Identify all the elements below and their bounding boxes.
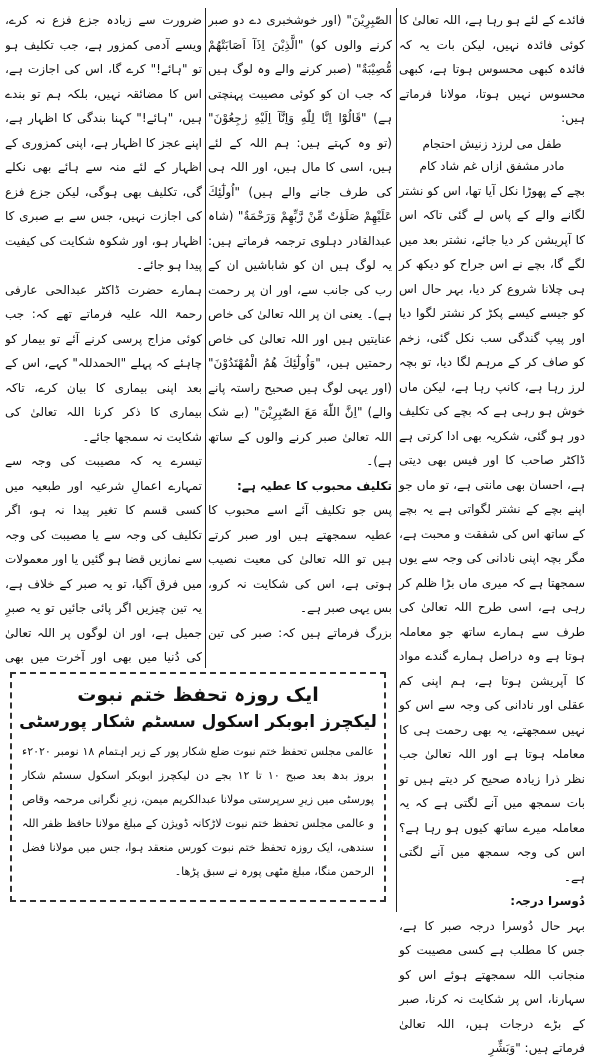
paragraph: بہر حال دُوسرا درجہ صبر کا ہے، جس کا مطلب ہے کسی مصیبت کو منجانب اللہ سمجھتے ہوئے اس کو سہارنا، اس پر شکایت نہ کرنا، صبر کے بڑے درجات ہیں، اللہ تعالیٰ فرماتے ہیں: "وَبَشِّرِ — [399, 918, 585, 1055]
column-left — [5, 8, 202, 673]
event-notice-box — [10, 672, 386, 902]
verse-line: طفل می لرزد زنیش احتجام — [422, 136, 562, 151]
column-divider — [396, 8, 397, 912]
column-right — [399, 8, 585, 1061]
paragraph: الصّٰبِرِیْنَ" (اور خوشخبری دے دو صبر کرنے والوں کو) "الَّذِیْنَ اِذَآ اَصَابَتْهُمْ مُّصِیْبَةٌ" (صبر کرنے والے وہ لوگ ہیں کہ جب ان کو کوئی مصیبت پہنچتی ہے) "قَالُوْٓا اِنَّا لِلّٰهِ وَاِنَّآ اِلَیْهِ رٰجِعُوْنَ" (تو وہ کہتے ہیں: ہم اللہ کے لئے ہیں، اسی کا مال ہیں، اور اللہ ہی کی طرف جانے والے ہیں) "اُولٰٓئِكَ عَلَیْهِمْ صَلَوٰتٌ مِّنْ رَّبِّهِمْ وَرَحْمَةٌ" (شاہ عبدالقادر دہلوی ترجمہ فرماتے ہیں: یہ لوگ ہیں ان کو شاباشیں ان کے رب کی جانب سے، اور ان پر رحمت ہے)۔ یعنی ان پر اللہ تعالیٰ کی خاص عنایتیں ہیں اور اللہ تعالیٰ کی خاص رحمتیں ہیں، "وَاُولٰٓئِكَ هُمُ الْمُهْتَدُوْنَ" (اور یہی لوگ ہیں صحیح راستہ پانے والے) "اِنَّ اللّٰهَ مَعَ الصّٰبِرِیْنَ" (بے شک اللہ تعالیٰ صبر کرنے والوں کے ساتھ ہے)۔ — [208, 13, 392, 468]
notice-subtitle: لیکچرز ابوبکر اسکول سسٹم شکار پورسٹی — [19, 712, 377, 732]
paragraph: ہمارے حضرت ڈاکٹر عبدالحی عارفی رحمۃ اللہ علیہ فرماتے تھے کہ: جب کوئی مزاج پرسی کرنے آئے تو بیمار کو چاہئے کہ پہلے "الحمدللہ" کہے، اس کے بعد اپنی بیماری کا بیان کرے، تاکہ بیماری کا ذکر کرنا اللہ تعالیٰ کی شکایت نہ سمجھا جائے۔ — [5, 282, 202, 444]
verse-line: مادر مشفق ازاں غم شاد کام — [419, 158, 565, 173]
persian-verse — [399, 133, 585, 177]
section-heading: تکلیف محبوب کا عطیہ ہے: — [236, 478, 392, 493]
column-divider — [205, 8, 206, 668]
column-middle — [208, 8, 392, 640]
paragraph: ضرورت سے زیادہ جزع فزع نہ کرے، ویسے آدمی کمزور ہے، جب تکلیف ہو تو "ہائے!" کرے گا، اس کی اجازت ہے، اس کا مضائقہ نہیں، بلکہ ہم تو بندے ہیں، "ہائے!" کہنا بندگی کا اظہار ہے، اپنے عجز کا اظہار ہے، اپنی کمزوری کے اظہار کے لئے منہ سے ہائے بھی نکلے گی، تکلیف بھی ہوگی، لیکن جزع فزع کی اجازت نہیں، جس سے بے صبری کا اظہار ہو، اور شکوہ شکایت کی کیفیت پیدا ہو جائے۔ — [5, 13, 202, 272]
section-heading: دُوسرا درجہ: — [510, 894, 585, 908]
notice-body: عالمی مجلس تحفظ ختم نبوت ضلع شکار پور کے زیر اہتمام ۱۸ نومبر ۲۰۲۰ء بروز بدھ بعد صبح ۱۰ تا ۱۲ بجے دن لیکچرز ابوبکر اسکول سسٹم شکار پورسٹی میں زیرِ سرپرستی مولانا عبدالکریم میمن، زیرِ نگرانی مرحمہ وقاص و عالمی مجلس تحفظ ختم نبوت لاڑکانہ ڈویژن کے مبلغ مولانا حافظ ظفر اللہ سندھی، ایک روزہ تحفظ ختم نبوت کورس منعقد ہوا، جس میں مولانا فضل الرحمن منگا، مبلغ مٹھی پورہ نے سبق پڑھا۔ — [22, 745, 374, 878]
paragraph: بچے کے پھوڑا نکل آیا تھا، اس کو نشتر لگانے والے کے پاس لے گئی تاکہ اس کا آپریشن کر دیا جائے، نشتر بعد میں لگے گا، بچے نے اس جراح کو دیکھ کر ہی چلانا شروع کر دیا، بہر حال اس کو جیسے کیسے پکڑ کر نشتر لگوا دیا اور پیپ گندگی سب نکل گئی، زخم کو صاف کر کے مرہم لگا دیا، تو بچہ لرز رہا ہے، کانپ رہا ہے، لیکن ماں خوش ہو رہی ہے کہ بچے کی تکلیف دور ہو گئی، شکریہ بھی ادا کرتی ہے ڈاکٹر صاحب کا اور فیس بھی دیتی ہے، احسان بھی مانتی ہے، تو ماں جو اپنے بچے کے نشتر لگواتی ہے یہ بچے کے ساتھ اس کی شفقت و محبت ہے، مگر بچہ اپنی نادانی کی وجہ سے یوں سمجھتا ہے کہ میری ماں بڑا ظلم کر رہی ہے، اسی طرح اللہ تعالیٰ کی طرف سے ہمارے ساتھ جو معاملہ ہوتا ہے وہ دراصل ہمارے گندے مواد کا آپریشن ہوتا ہے، ہم اپنی کم عقلی اور نادانی کی وجہ سے اس کو نہیں سمجھتے، یہ بھی رحمت ہی کا معاملہ ہوتا ہے اور اللہ تعالیٰ جب نظر ذرا زیادہ صحیح کر دیتے ہیں تو بات سمجھ میں آنے لگتی ہے کہ یہ معاملہ میرے ساتھ کیوں ہو رہا ہے؟ اس کی وجہ سمجھ میں آنے لگتی ہے۔ — [399, 183, 585, 884]
paragraph: تیسرے یہ کہ مصیبت کی وجہ سے تمہارے اعمالِ شرعیہ اور طبعیہ میں کسی قسم کا تغیر پیدا نہ ہو، اگر تکلیف کی وجہ سے یا مصیبت کی وجہ سے نمازیں قضا ہو گئیں یا اور معمولات میں فرق آگیا، تو یہ صبر کے خلاف ہے، یہ تین چیزیں اگر پائی جائیں تو یہ صبرِ جمیل ہے، اور ان لوگوں پر اللہ تعالیٰ کی دُنیا میں بھی اور آخرت میں بھی — [5, 454, 202, 664]
paragraph: پس جو تکلیف آئے اسے محبوب کا عطیہ سمجھتے ہیں اور صبر کرتے ہیں تو اللہ تعالیٰ کی معیت نصیب ہوتی ہے، اس کی شکایت نہ کرو، بس یہی صبر ہے۔ — [208, 503, 392, 615]
paragraph: فائدے کے لئے ہو رہا ہے، اللہ تعالیٰ کا کوئی فائدہ نہیں، لیکن بات یہ کہ فائدہ کبھی محسوس ہوتا ہے، کبھی محسوس نہیں ہوتا، مولانا فرماتے ہیں: — [399, 13, 585, 125]
paragraph: بزرگ فرماتے ہیں کہ: صبر کی تین — [208, 625, 392, 640]
notice-title: ایک روزہ تحفظ ختم نبوت — [77, 684, 319, 706]
